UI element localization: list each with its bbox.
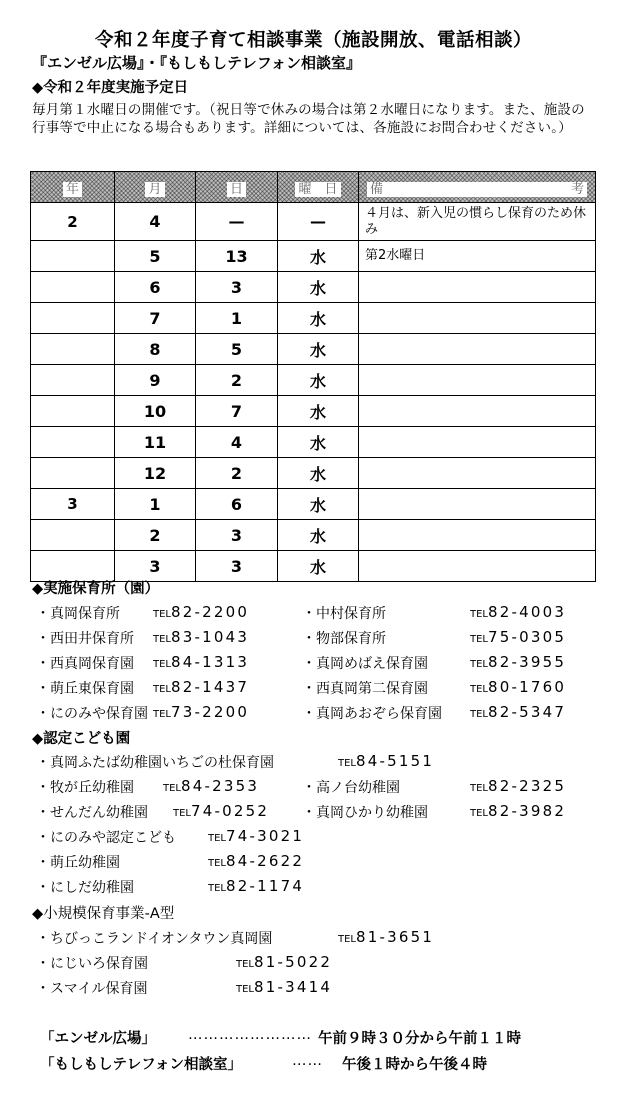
tel-prefix: TEL	[208, 883, 226, 894]
schedule-month-cell: 4	[115, 203, 196, 241]
tel-number: 82-3955	[488, 653, 567, 671]
schedule-year-cell	[31, 427, 115, 458]
tel-prefix: TEL	[208, 833, 226, 844]
footer-label: 「もしもしテレフォン相談室」	[40, 1057, 242, 1073]
facility-name: ・にのみや認定こども	[36, 830, 176, 846]
tel-prefix: TEL	[153, 609, 171, 620]
schedule-row	[31, 489, 596, 520]
header-year: 年	[31, 172, 115, 203]
schedule-note-cell	[359, 427, 596, 458]
facility-row	[36, 752, 606, 772]
schedule-row	[31, 203, 596, 241]
facility-tel	[236, 953, 332, 971]
schedule-year-cell: 2	[31, 203, 115, 241]
schedule-month-cell: 12	[115, 458, 196, 489]
page-subtitle: 『エンゼル広場』・『もしもしテレフォン相談室』	[32, 54, 361, 72]
facility-name: ・中村保育所	[302, 606, 386, 622]
facility-row	[36, 978, 606, 998]
tel-number: 81-3651	[356, 928, 435, 946]
facility-name: ・真岡ふたば幼稚園いちごの杜保育園	[36, 755, 274, 771]
schedule-day-cell: 2	[196, 365, 278, 396]
facility-row	[36, 653, 606, 673]
schedule-year-cell	[31, 365, 115, 396]
tel-prefix: TEL	[236, 959, 254, 970]
facility-tel	[470, 802, 566, 820]
tel-prefix: TEL	[153, 659, 171, 670]
tel-number: 82-4003	[488, 603, 567, 621]
facility-name: ・萌丘幼稚園	[36, 855, 120, 871]
facility-row	[36, 877, 606, 897]
schedule-note-cell	[359, 334, 596, 365]
tel-prefix: TEL	[153, 634, 171, 645]
tel-number: 73-2200	[171, 703, 250, 721]
tel-number: 82-1437	[171, 678, 250, 696]
schedule-year-cell	[31, 272, 115, 303]
schedule-note-cell	[359, 551, 596, 582]
schedule-row	[31, 365, 596, 396]
schedule-month-cell: 3	[115, 551, 196, 582]
facility-tel	[338, 928, 434, 946]
facility-tel	[163, 777, 259, 795]
facility-tel	[153, 678, 249, 696]
schedule-note-cell	[359, 520, 596, 551]
tel-number: 84-2353	[181, 777, 260, 795]
schedule-row	[31, 458, 596, 489]
tel-prefix: TEL	[470, 684, 488, 695]
footer-dots: ……………………	[188, 1027, 312, 1043]
facility-name: ・西田井保育所	[36, 631, 134, 647]
facility-name: ・真岡めばえ保育園	[302, 656, 428, 672]
schedule-row	[31, 427, 596, 458]
tel-number: 84-1313	[171, 653, 250, 671]
schedule-note-cell	[359, 272, 596, 303]
kodomoen-heading: ◆認定こども園	[32, 731, 131, 747]
tel-number: 81-3414	[254, 978, 333, 996]
schedule-weekday-cell: 水	[278, 272, 359, 303]
tel-prefix: TEL	[163, 783, 181, 794]
small-nursery-heading: ◆小規模保育事業-A型	[32, 906, 175, 922]
tel-number: 84-5151	[356, 752, 435, 770]
facility-name: ・真岡あおぞら保育園	[302, 706, 442, 722]
facility-tel	[470, 628, 566, 646]
tel-prefix: TEL	[236, 984, 254, 995]
schedule-day-cell: 13	[196, 241, 278, 272]
schedule-month-cell: 7	[115, 303, 196, 334]
tel-number: 83-1043	[171, 628, 250, 646]
facility-tel	[470, 678, 566, 696]
facility-tel	[208, 852, 304, 870]
page-title: 令和２年度子育て相談事業（施設開放、電話相談）	[94, 30, 532, 51]
facility-tel	[470, 777, 566, 795]
facility-name: ・萌丘東保育園	[36, 681, 134, 697]
facility-tel	[208, 827, 304, 845]
facility-name: ・真岡ひかり幼稚園	[302, 805, 428, 821]
facility-row	[36, 603, 606, 623]
schedule-note-cell	[359, 303, 596, 334]
schedule-day-cell: 3	[196, 520, 278, 551]
schedule-weekday-cell: 水	[278, 396, 359, 427]
schedule-row	[31, 241, 596, 272]
facility-name: ・真岡保育所	[36, 606, 120, 622]
schedule-day-cell: 7	[196, 396, 278, 427]
schedule-month-cell: 11	[115, 427, 196, 458]
facility-row	[36, 703, 606, 723]
schedule-weekday-cell: 水	[278, 520, 359, 551]
tel-number: 82-2200	[171, 603, 250, 621]
facility-row	[36, 852, 606, 872]
tel-number: 80-1760	[488, 678, 567, 696]
footer-dots: ……	[292, 1053, 323, 1069]
facility-tel	[153, 653, 249, 671]
facility-tel	[173, 802, 269, 820]
schedule-note-cell: ４月は、新入児の慣らし保育のため休み	[359, 203, 596, 241]
schedule-day-cell: 1	[196, 303, 278, 334]
facility-row	[36, 777, 606, 797]
header-day: 日	[196, 172, 278, 203]
tel-prefix: TEL	[208, 858, 226, 869]
facility-name: ・西真岡第二保育園	[302, 681, 428, 697]
schedule-row	[31, 396, 596, 427]
header-notes: 備 考	[359, 172, 596, 203]
facility-name: ・高ノ台幼稚園	[302, 780, 400, 796]
tel-prefix: TEL	[470, 709, 488, 720]
schedule-month-cell: 10	[115, 396, 196, 427]
schedule-weekday-cell: 水	[278, 489, 359, 520]
nursery-heading: ◆実施保育所（園）	[32, 581, 160, 597]
tel-prefix: TEL	[338, 934, 356, 945]
tel-number: 74-3021	[226, 827, 305, 845]
schedule-month-cell: 6	[115, 272, 196, 303]
facility-row	[36, 802, 606, 822]
schedule-day-cell: 3	[196, 272, 278, 303]
schedule-month-cell: 8	[115, 334, 196, 365]
schedule-heading: ◆令和２年度実施予定日	[32, 80, 189, 96]
tel-prefix: TEL	[470, 609, 488, 620]
schedule-month-cell: 1	[115, 489, 196, 520]
facility-tel	[470, 653, 566, 671]
facility-row	[36, 827, 606, 847]
facility-row	[36, 953, 606, 973]
schedule-year-cell	[31, 334, 115, 365]
footer-time: 午後１時から午後４時	[342, 1057, 487, 1073]
schedule-note-cell	[359, 396, 596, 427]
facility-tel	[153, 628, 249, 646]
schedule-weekday-cell: 水	[278, 303, 359, 334]
tel-number: 82-5347	[488, 703, 567, 721]
tel-prefix: TEL	[470, 634, 488, 645]
schedule-row	[31, 520, 596, 551]
facility-name: ・ちびっこランドイオンタウン真岡園	[36, 931, 273, 947]
tel-number: 81-5022	[254, 953, 333, 971]
schedule-day-cell: 6	[196, 489, 278, 520]
schedule-header-row	[31, 172, 596, 203]
tel-prefix: TEL	[153, 684, 171, 695]
schedule-note-cell	[359, 365, 596, 396]
schedule-weekday-cell: 水	[278, 458, 359, 489]
schedule-year-cell	[31, 303, 115, 334]
facility-name: ・にじいろ保育園	[36, 956, 148, 972]
schedule-day-cell: —	[196, 203, 278, 241]
facility-tel	[236, 978, 332, 996]
schedule-day-cell: 5	[196, 334, 278, 365]
schedule-row	[31, 334, 596, 365]
footer-label: 「エンゼル広場」	[40, 1031, 156, 1047]
schedule-month-cell: 2	[115, 520, 196, 551]
schedule-note-cell	[359, 489, 596, 520]
tel-number: 74-0252	[191, 802, 270, 820]
schedule-year-cell	[31, 396, 115, 427]
tel-prefix: TEL	[470, 659, 488, 670]
header-weekday: 曜 日	[278, 172, 359, 203]
facility-tel	[208, 877, 304, 895]
tel-prefix: TEL	[338, 758, 356, 769]
schedule-weekday-cell: 水	[278, 365, 359, 396]
tel-number: 75-0305	[488, 628, 567, 646]
tel-number: 82-2325	[488, 777, 567, 795]
intro-text: 毎月第１水曜日の開催です。（祝日等で休みの場合は第２水曜日になります。また、施設の行事等で中止になる場合もあります。詳細については、各施設にお問合わせください。）	[32, 102, 585, 136]
facility-name: ・にのみや保育園	[36, 706, 148, 722]
footer-time: 午前９時３０分から午前１１時	[318, 1031, 521, 1047]
tel-number: 82-1174	[226, 877, 305, 895]
schedule-weekday-cell: 水	[278, 427, 359, 458]
tel-prefix: TEL	[470, 783, 488, 794]
tel-number: 82-3982	[488, 802, 567, 820]
facility-tel	[338, 752, 434, 770]
schedule-row	[31, 272, 596, 303]
schedule-month-cell: 9	[115, 365, 196, 396]
facility-name: ・スマイル保育園	[36, 981, 148, 997]
schedule-weekday-cell: 水	[278, 551, 359, 582]
facility-name: ・せんだん幼稚園	[36, 805, 148, 821]
facility-tel	[470, 703, 566, 721]
schedule-weekday-cell: —	[278, 203, 359, 241]
tel-prefix: TEL	[173, 808, 191, 819]
schedule-day-cell: 4	[196, 427, 278, 458]
tel-number: 84-2622	[226, 852, 305, 870]
facility-tel	[153, 703, 249, 721]
schedule-year-cell: 3	[31, 489, 115, 520]
schedule-year-cell	[31, 458, 115, 489]
schedule-day-cell: 2	[196, 458, 278, 489]
facility-row	[36, 678, 606, 698]
header-month: 月	[115, 172, 196, 203]
tel-prefix: TEL	[470, 808, 488, 819]
schedule-year-cell	[31, 241, 115, 272]
facility-tel	[153, 603, 249, 621]
schedule-table	[30, 171, 596, 582]
schedule-year-cell	[31, 520, 115, 551]
schedule-day-cell: 3	[196, 551, 278, 582]
schedule-month-cell: 5	[115, 241, 196, 272]
facility-name: ・牧が丘幼稚園	[36, 780, 134, 796]
facility-name: ・にしだ幼稚園	[36, 880, 134, 896]
facility-row	[36, 628, 606, 648]
schedule-note-cell	[359, 458, 596, 489]
facility-name: ・物部保育所	[302, 631, 386, 647]
schedule-weekday-cell: 水	[278, 241, 359, 272]
facility-tel	[470, 603, 566, 621]
schedule-row	[31, 303, 596, 334]
schedule-weekday-cell: 水	[278, 334, 359, 365]
schedule-note-cell: 第2水曜日	[359, 241, 596, 272]
facility-name: ・西真岡保育園	[36, 656, 134, 672]
facility-row	[36, 928, 606, 948]
tel-prefix: TEL	[153, 709, 171, 720]
